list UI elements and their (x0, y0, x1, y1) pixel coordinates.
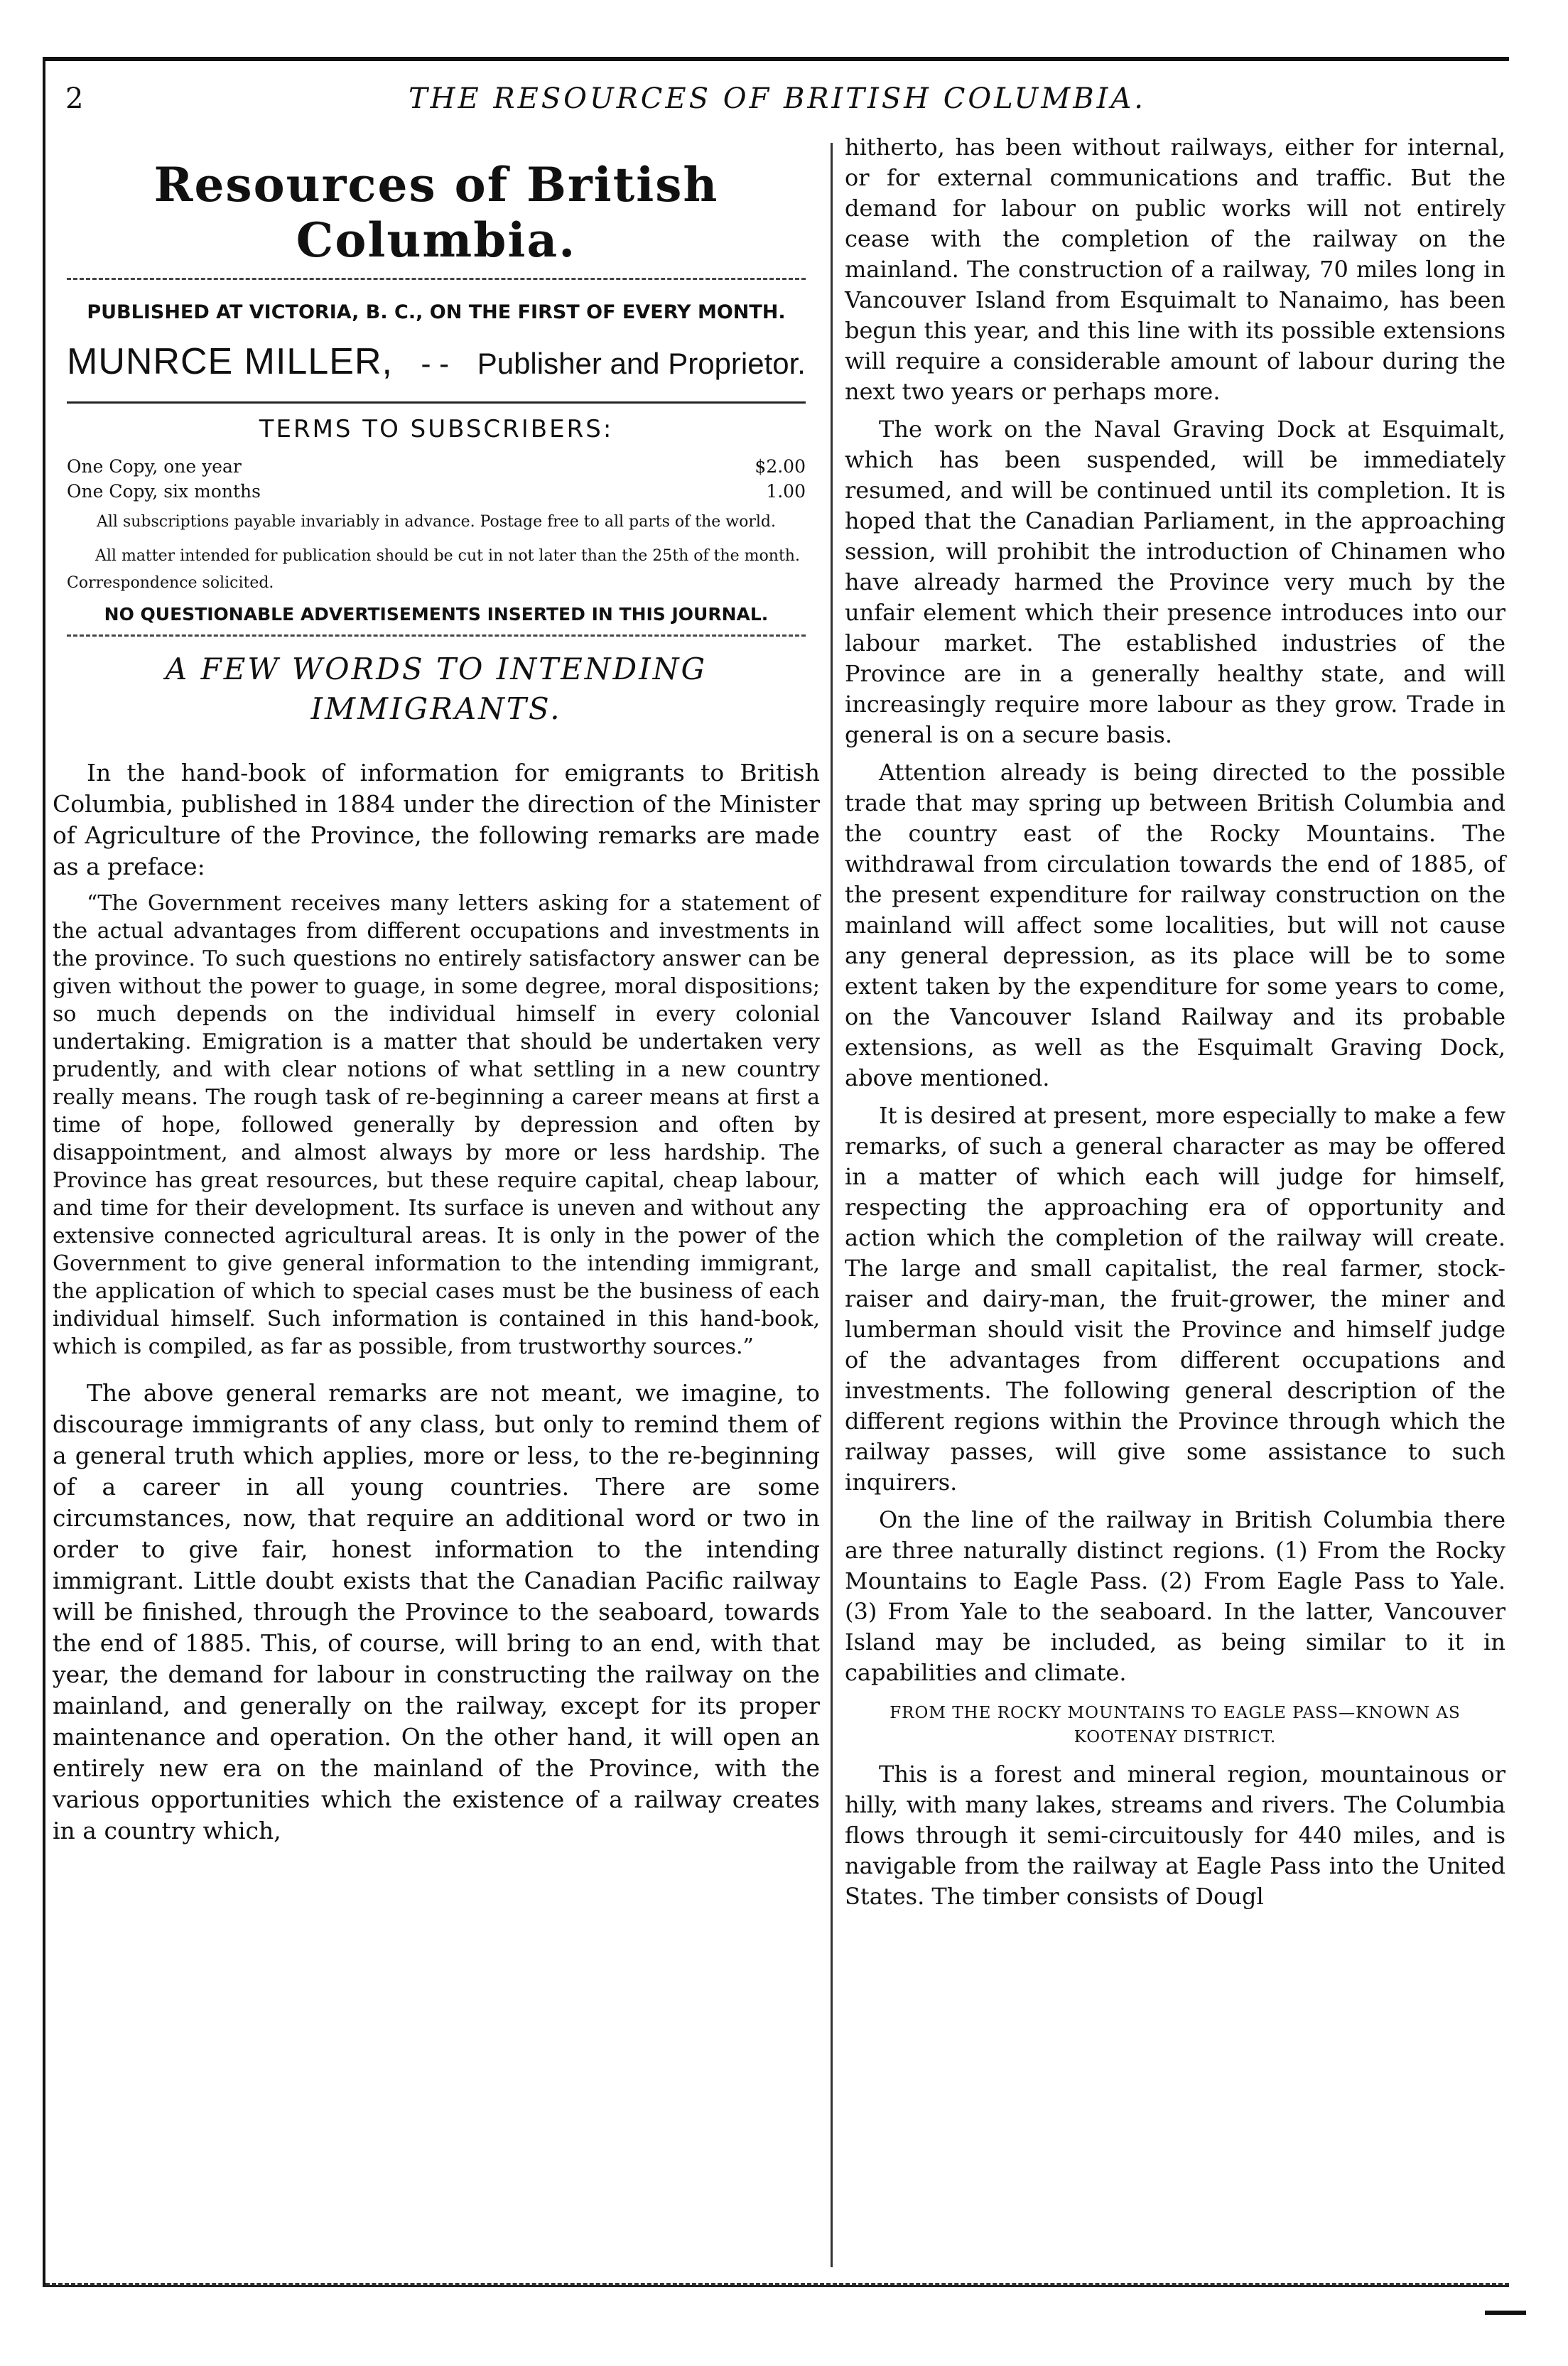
matter-note: All matter intended for publication should be cut in not later than the 25th of the month. Correspondence solicited. (67, 547, 800, 592)
corner-mark (1485, 2311, 1526, 2315)
publisher-role: Publisher and Proprietor. (477, 347, 806, 380)
article-paragraph: This is a forest and mineral region, mountainous or hilly, with many lakes, streams and rivers. The Columbia flows through it semi-circuitously for 440 miles, and is navigable from the railway at Eagle Pass into the United States. The timber consists of Dougl (845, 1761, 1505, 1910)
column-divider (831, 143, 833, 2267)
article-paragraph: hitherto, has been without railways, either for internal, or for external communications and traffic. But the demand for labour on public works will not entirely cease with the completion of the railway on the mainland. The construction of a railway, 70 miles long in Vancouver Island from Esquimalt to Nanaimo, has been begun this year, and this line with its possible extensions will require a considerable amount of labour during the next two years or perhaps more. (845, 134, 1505, 405)
price-label-six-months: One Copy, six months (67, 481, 261, 502)
masthead-title: Resources of British Columbia. (153, 157, 719, 268)
price-row-year (67, 456, 806, 477)
article-rule (67, 634, 806, 637)
article-title: A FEW WORDS TO INTENDING IMMIGRANTS. (165, 652, 708, 726)
article-paragraph: Attention already is being directed to the possible trade that may spring up between British Columbia and the country east of the Rocky Mountains. The withdrawal from circulation towards the end of 1885, of the present expenditure for railway construction on the mainland will affect some localities, but will not cause any general depression, as its place will be to some extent taken by the expenditure for some years to come, on the Vancouver Island Railway and its probable extensions, as well as the Esquimalt Graving Dock, above mentioned. (845, 759, 1505, 1091)
section-heading: FROM THE ROCKY MOUNTAINS TO EAGLE PASS—KNOWN AS KOOTENAY DISTRICT. (890, 1704, 1461, 1746)
publisher-line (67, 340, 806, 383)
running-title: THE RESOURCES OF BRITISH COLUMBIA. (408, 82, 1147, 115)
terms-heading: TERMS TO SUBSCRIBERS: (259, 415, 614, 443)
article-paragraph: The above general remarks are not meant, we imagine, to discourage immigrants of any class, but only to remind them of a general truth which applies, more or less, to the re-beginning of a career in all young countries. There are some circumstances, now, that require an additional word or two in order to give fair, honest information to the intending immigrant. Little doubt exists that the Canadian Pacific railway will be finished, through the Province to the seaboard, towards the end of 1885. This, of course, will bring to an end, with that year, the demand for labour in constructing the railway on the mainland, and generally on the railway, except for its proper maintenance and operation. On the other hand, it will open an entirely new era on the mainland of the Province, with the various opportunities which the existence of a railway creates in a country which, (53, 1379, 820, 1844)
masthead-rule (67, 278, 806, 280)
left-column (53, 143, 820, 1854)
page-number: 2 (65, 82, 84, 115)
no-ads-notice: NO QUESTIONABLE ADVERTISEMENTS INSERTED IN THIS JOURNAL. (104, 604, 769, 625)
publisher-name: MUNRCE MILLER, (67, 341, 393, 382)
terms-rule (67, 401, 806, 404)
subscriptions-note: All subscriptions payable invariably in advance. Postage free to all parts of the world. (97, 513, 776, 531)
article-paragraph: It is desired at present, more especially to make a few remarks, of such a general character as may be offered in a matter of which each will judge for himself, respecting the approaching era of opportunity and action which the completion of the railway will create. The large and small capitalist, the real farmer, stock-raiser and dairy-man, the fruit-grower, the miner and lumberman should visit the Province and himself judge of the advantages from different occupations and investments. The following general description of the different regions within the Province through which the railway passes, will give some assistance to such inquirers. (845, 1102, 1505, 1496)
right-column (845, 132, 1505, 1919)
article-paragraph: The work on the Naval Graving Dock at Esquimalt, which has been suspended, will be immediately resumed, and will be continued until its completion. It is hoped that the Canadian Parliament, in the approaching session, will prohibit the introduction of Chinamen who have already harmed the Province very much by the unfair element which their presence introduces into our labour market. The established industries of the Province are in a generally healthy state, and will increasingly require more labour as they grow. Trade in general is on a secure basis. (845, 416, 1505, 748)
publication-info: PUBLISHED AT VICTORIA, B. C., ON THE FIRST OF EVERY MONTH. (87, 301, 786, 323)
price-value-year: $2.00 (755, 456, 806, 477)
publisher-separator: - - (421, 347, 450, 380)
running-header (45, 82, 1509, 125)
article-quote: “The Government receives many letters asking for a statement of the actual advantages from different occupations and investments in the province. To such questions no entirely satisfactory answer can be given without the power to guage, in some degree, moral dispositions; so much depends on the individual himself in every colonial undertaking. Emigration is a matter that should be undertaken very prudently, and with clear notions of what settling in a new country really means. The rough task of re-beginning a career means at first a time of hope, followed generally by depression and often by disappointment, and almost always by more or less hardship. The Province has great resources, but these require capital, cheap labour, and time for their development. Its surface is uneven and without any extensive connected agricultural areas. It is only in the power of the Government to give general information to the intending immigrant, the application of which to special cases must be the business of each individual himself. Such information is contained in this hand-book, which is compiled, as far as possible, from trustworthy sources.” (53, 891, 820, 1359)
article-paragraph: In the hand-book of information for emigrants to British Columbia, published in 1884 under the direction of the Minister of Agriculture of the Province, the following remarks are made as a preface: (53, 759, 820, 880)
price-label-year: One Copy, one year (67, 456, 242, 477)
price-value-six-months: 1.00 (766, 481, 806, 502)
newspaper-page (43, 57, 1509, 2287)
bottom-rule (45, 2283, 1509, 2285)
price-row-six-months (67, 481, 806, 502)
article-paragraph: On the line of the railway in British Columbia there are three naturally distinct regions. (1) From the Rocky Mountains to Eagle Pass. (2) From Eagle Pass to Yale. (3) From Yale to the seaboard. In the latter, Vancouver Island may be included, as being similar to it in capabilities and climate. (845, 1506, 1505, 1686)
